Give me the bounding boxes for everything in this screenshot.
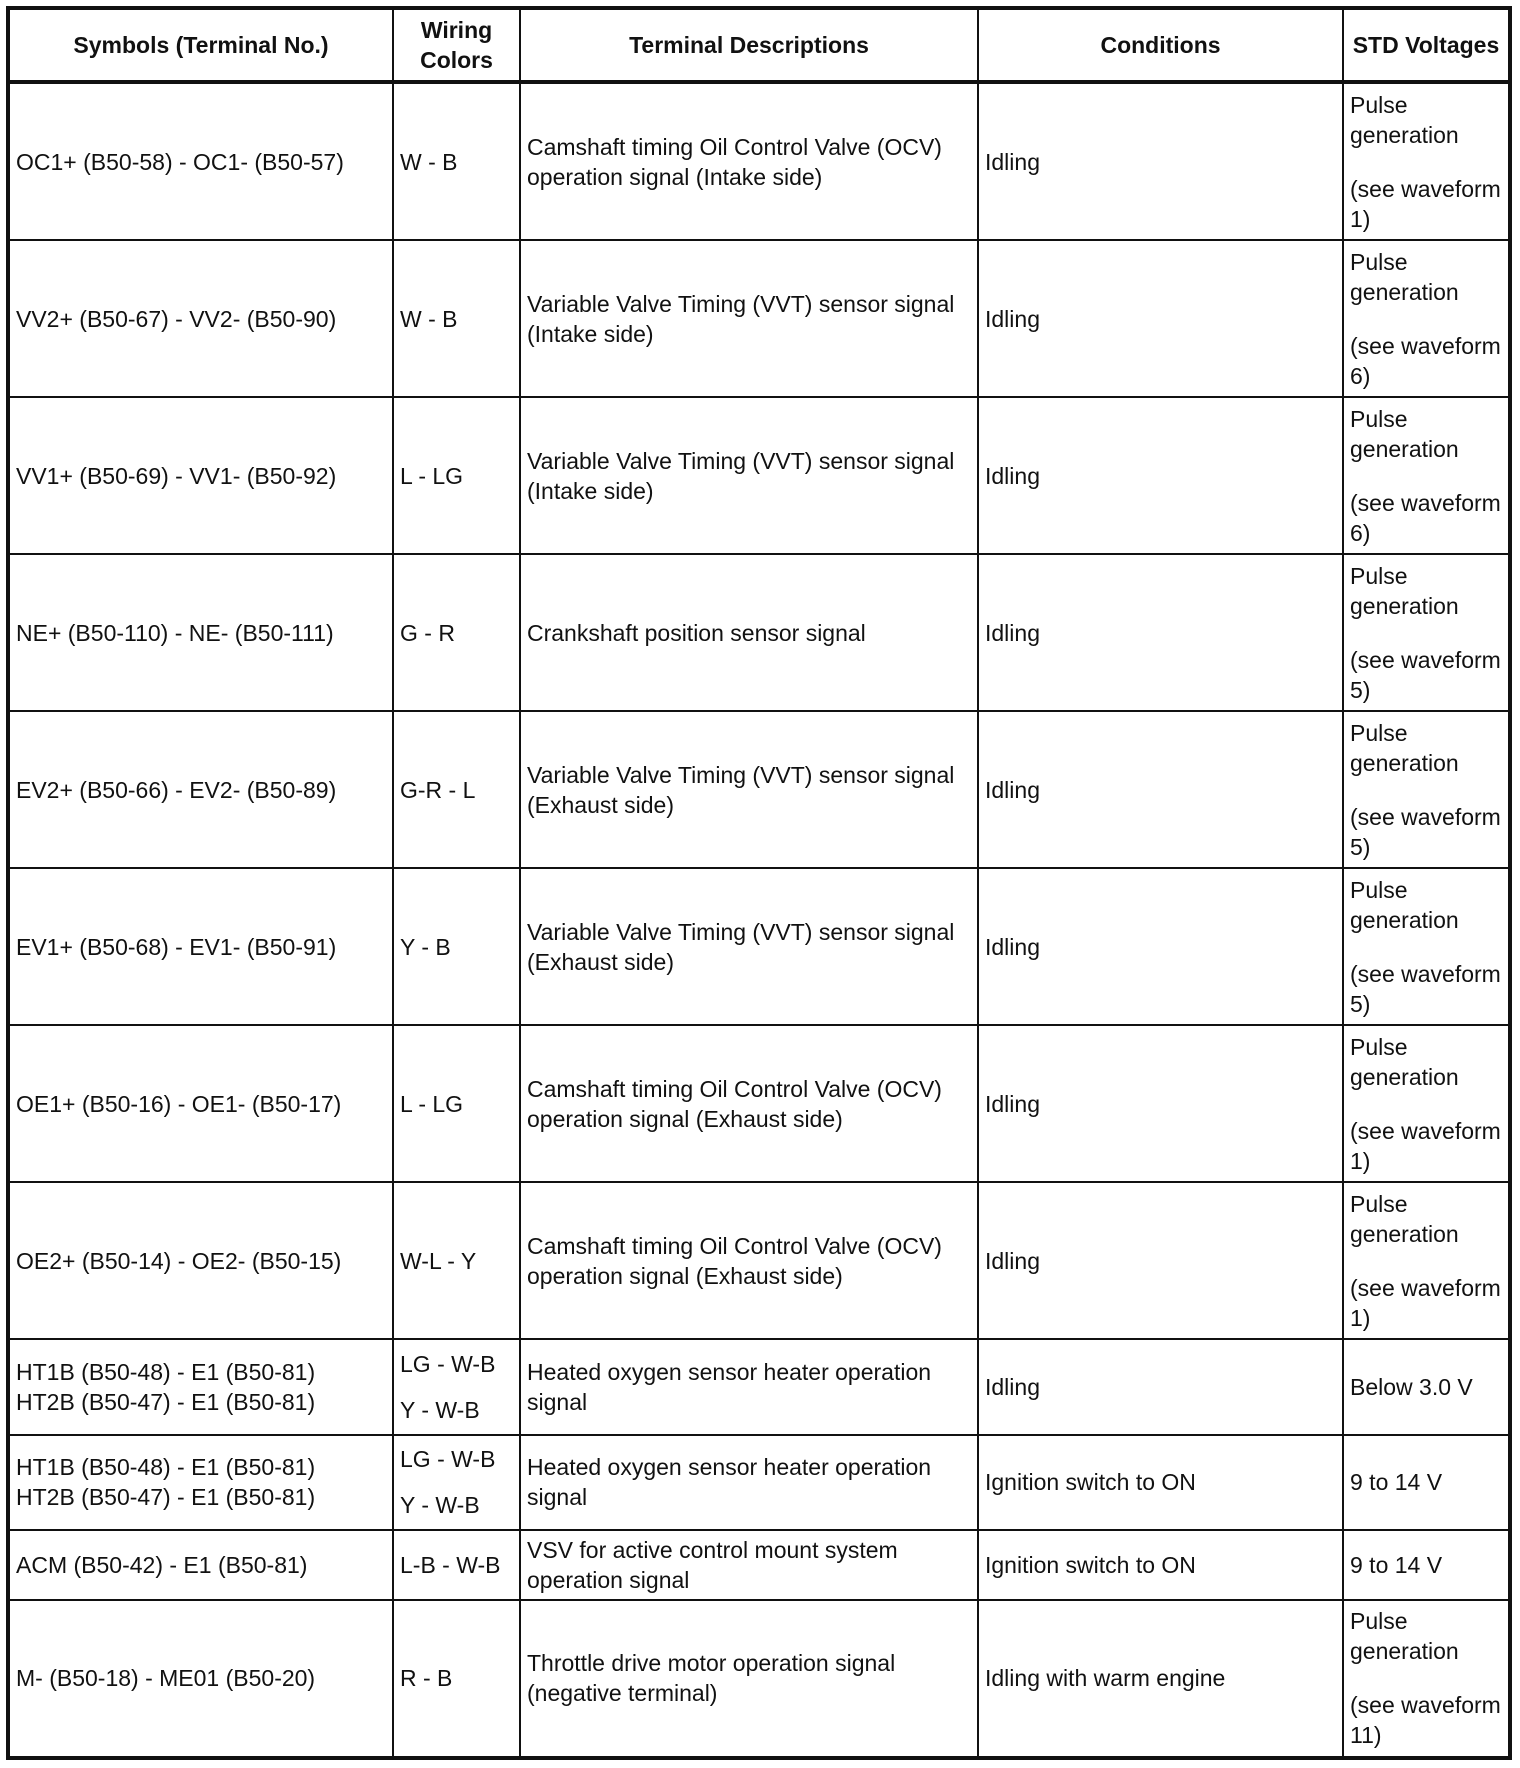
std-waveform: (see waveform 6) [1350,489,1501,546]
symbol-text: HT2B (B50-47) - E1 (B50-81) [16,1484,316,1511]
table-row [8,82,1510,240]
table-row [8,1182,1510,1339]
condition-cell: Idling [978,554,1343,711]
description-cell: Variable Valve Timing (VVT) sensor signal (Exhaust side) [520,711,978,868]
condition-cell: Ignition switch to ON [978,1435,1343,1530]
std-cell [1343,1182,1510,1339]
symbol-text: OC1+ (B50-58) - OC1- (B50-57) [16,148,344,175]
wiring-cell [393,1530,520,1600]
std-text: Pulse generation [1350,562,1459,619]
description-cell: Heated oxygen sensor heater operation signal [520,1339,978,1434]
std-text: Pulse generation [1350,91,1459,148]
table-row [8,711,1510,868]
symbol-text: HT1B (B50-48) - E1 (B50-81) [16,1454,316,1481]
description-cell: Crankshaft position sensor signal [520,554,978,711]
description-cell: Throttle drive motor operation signal (negative terminal) [520,1600,978,1758]
symbol-text: M- (B50-18) - ME01 (B50-20) [16,1665,316,1692]
wiring-cell [393,1339,520,1434]
wiring-text: L - LG [400,462,464,489]
symbols-cell [8,1339,393,1434]
std-text: Pulse generation [1350,1608,1459,1665]
wiring-text: L-B - W-B [400,1551,501,1578]
condition-cell: Idling [978,1182,1343,1339]
wiring-text: LG - W-B [400,1446,496,1473]
header-std-line1: STD [1352,32,1399,58]
table-row [8,240,1510,397]
table-row [8,868,1510,1025]
symbol-text: VV1+ (B50-69) - VV1- (B50-92) [16,462,337,489]
description-cell: Variable Valve Timing (VVT) sensor signal (Intake side) [520,240,978,397]
std-text: Pulse generation [1350,876,1459,933]
std-cell [1343,554,1510,711]
header-conditions: Conditions [978,8,1343,82]
wiring-text: G-R - L [400,776,476,803]
symbol-text: ACM (B50-42) - E1 (B50-81) [16,1551,308,1578]
description-cell: Camshaft timing Oil Control Valve (OCV) operation signal (Exhaust side) [520,1025,978,1182]
header-descriptions: Terminal Descriptions [520,8,978,82]
wiring-cell [393,1182,520,1339]
std-waveform: (see waveform 5) [1350,646,1501,703]
wiring-cell [393,554,520,711]
header-wiring [393,8,520,82]
symbols-cell [8,240,393,397]
std-cell [1343,1025,1510,1182]
std-cell [1343,711,1510,868]
wiring-text: Y - B [400,933,451,960]
condition-cell: Idling [978,1339,1343,1434]
table-row [8,1339,1510,1434]
condition-cell: Ignition switch to ON [978,1530,1343,1600]
table-row [8,397,1510,554]
header-wiring-line1: Wiring [420,17,493,43]
std-cell [1343,868,1510,1025]
wiring-text: L - LG [400,1090,464,1117]
wiring-text: G - R [400,619,455,646]
std-waveform: (see waveform 5) [1350,803,1501,860]
symbol-text: NE+ (B50-110) - NE- (B50-111) [16,619,334,646]
description-cell: Camshaft timing Oil Control Valve (OCV) operation signal (Intake side) [520,82,978,240]
condition-cell: Idling [978,711,1343,868]
terminal-table [6,6,1512,1760]
description-cell: Heated oxygen sensor heater operation signal [520,1435,978,1530]
description-cell: VSV for active control mount system operation signal [520,1530,978,1600]
wiring-text: R - B [400,1665,453,1692]
std-cell [1343,397,1510,554]
wiring-cell [393,240,520,397]
wiring-text: W - B [400,305,458,332]
wiring-cell [393,868,520,1025]
symbol-text: OE1+ (B50-16) - OE1- (B50-17) [16,1090,342,1117]
symbols-cell [8,554,393,711]
symbols-cell [8,711,393,868]
table-row [8,1600,1510,1758]
wiring-cell [393,82,520,240]
std-text: Pulse generation [1350,405,1459,462]
std-text: Pulse generation [1350,1033,1459,1090]
wiring-cell [393,1435,520,1530]
symbols-cell [8,1182,393,1339]
condition-cell: Idling with warm engine [978,1600,1343,1758]
std-cell [1343,82,1510,240]
wiring-text: Y - W-B [400,1492,480,1519]
std-text: Below 3.0 V [1350,1374,1473,1401]
std-text: Pulse generation [1350,1190,1459,1247]
wiring-text: W-L - Y [400,1247,477,1274]
std-waveform: (see waveform 1) [1350,1117,1501,1174]
std-cell [1343,1530,1510,1600]
header-std-line2: Voltages [1405,32,1500,58]
header-symbols: Symbols (Terminal No.) [8,8,393,82]
wiring-cell [393,397,520,554]
wiring-text: LG - W-B [400,1351,496,1378]
symbol-text: EV2+ (B50-66) - EV2- (B50-89) [16,776,337,803]
header-std [1343,8,1510,82]
symbol-text: OE2+ (B50-14) - OE2- (B50-15) [16,1247,342,1274]
std-cell [1343,1600,1510,1758]
std-text: Pulse generation [1350,719,1459,776]
symbols-cell [8,82,393,240]
std-waveform: (see waveform 5) [1350,960,1501,1017]
table-row [8,1530,1510,1600]
condition-cell: Idling [978,1025,1343,1182]
symbol-text: HT2B (B50-47) - E1 (B50-81) [16,1389,316,1416]
symbols-cell [8,1530,393,1600]
std-waveform: (see waveform 1) [1350,1274,1501,1331]
condition-cell: Idling [978,397,1343,554]
std-cell [1343,1339,1510,1434]
description-cell: Variable Valve Timing (VVT) sensor signal (Exhaust side) [520,868,978,1025]
std-text: 9 to 14 V [1350,1551,1443,1578]
table-row [8,1435,1510,1530]
condition-cell: Idling [978,82,1343,240]
description-cell: Camshaft timing Oil Control Valve (OCV) operation signal (Exhaust side) [520,1182,978,1339]
condition-cell: Idling [978,868,1343,1025]
symbol-text: VV2+ (B50-67) - VV2- (B50-90) [16,305,337,332]
symbol-text: HT1B (B50-48) - E1 (B50-81) [16,1359,316,1386]
std-text: 9 to 14 V [1350,1469,1443,1496]
std-waveform: (see waveform 11) [1350,1692,1501,1749]
symbols-cell [8,1435,393,1530]
symbols-cell [8,397,393,554]
table-row [8,554,1510,711]
condition-cell: Idling [978,240,1343,397]
wiring-cell [393,1600,520,1758]
symbol-text: EV1+ (B50-68) - EV1- (B50-91) [16,933,337,960]
std-waveform: (see waveform 1) [1350,175,1501,232]
header-wiring-line2: Colors [420,47,493,73]
wiring-cell [393,711,520,868]
std-cell [1343,1435,1510,1530]
description-cell: Variable Valve Timing (VVT) sensor signal (Intake side) [520,397,978,554]
std-cell [1343,240,1510,397]
wiring-text: Y - W-B [400,1397,480,1424]
header-row [8,8,1510,82]
std-waveform: (see waveform 6) [1350,332,1501,389]
symbols-cell [8,1600,393,1758]
std-text: Pulse generation [1350,248,1459,305]
wiring-text: W - B [400,148,458,175]
symbols-cell [8,868,393,1025]
wiring-cell [393,1025,520,1182]
symbols-cell [8,1025,393,1182]
table-row [8,1025,1510,1182]
